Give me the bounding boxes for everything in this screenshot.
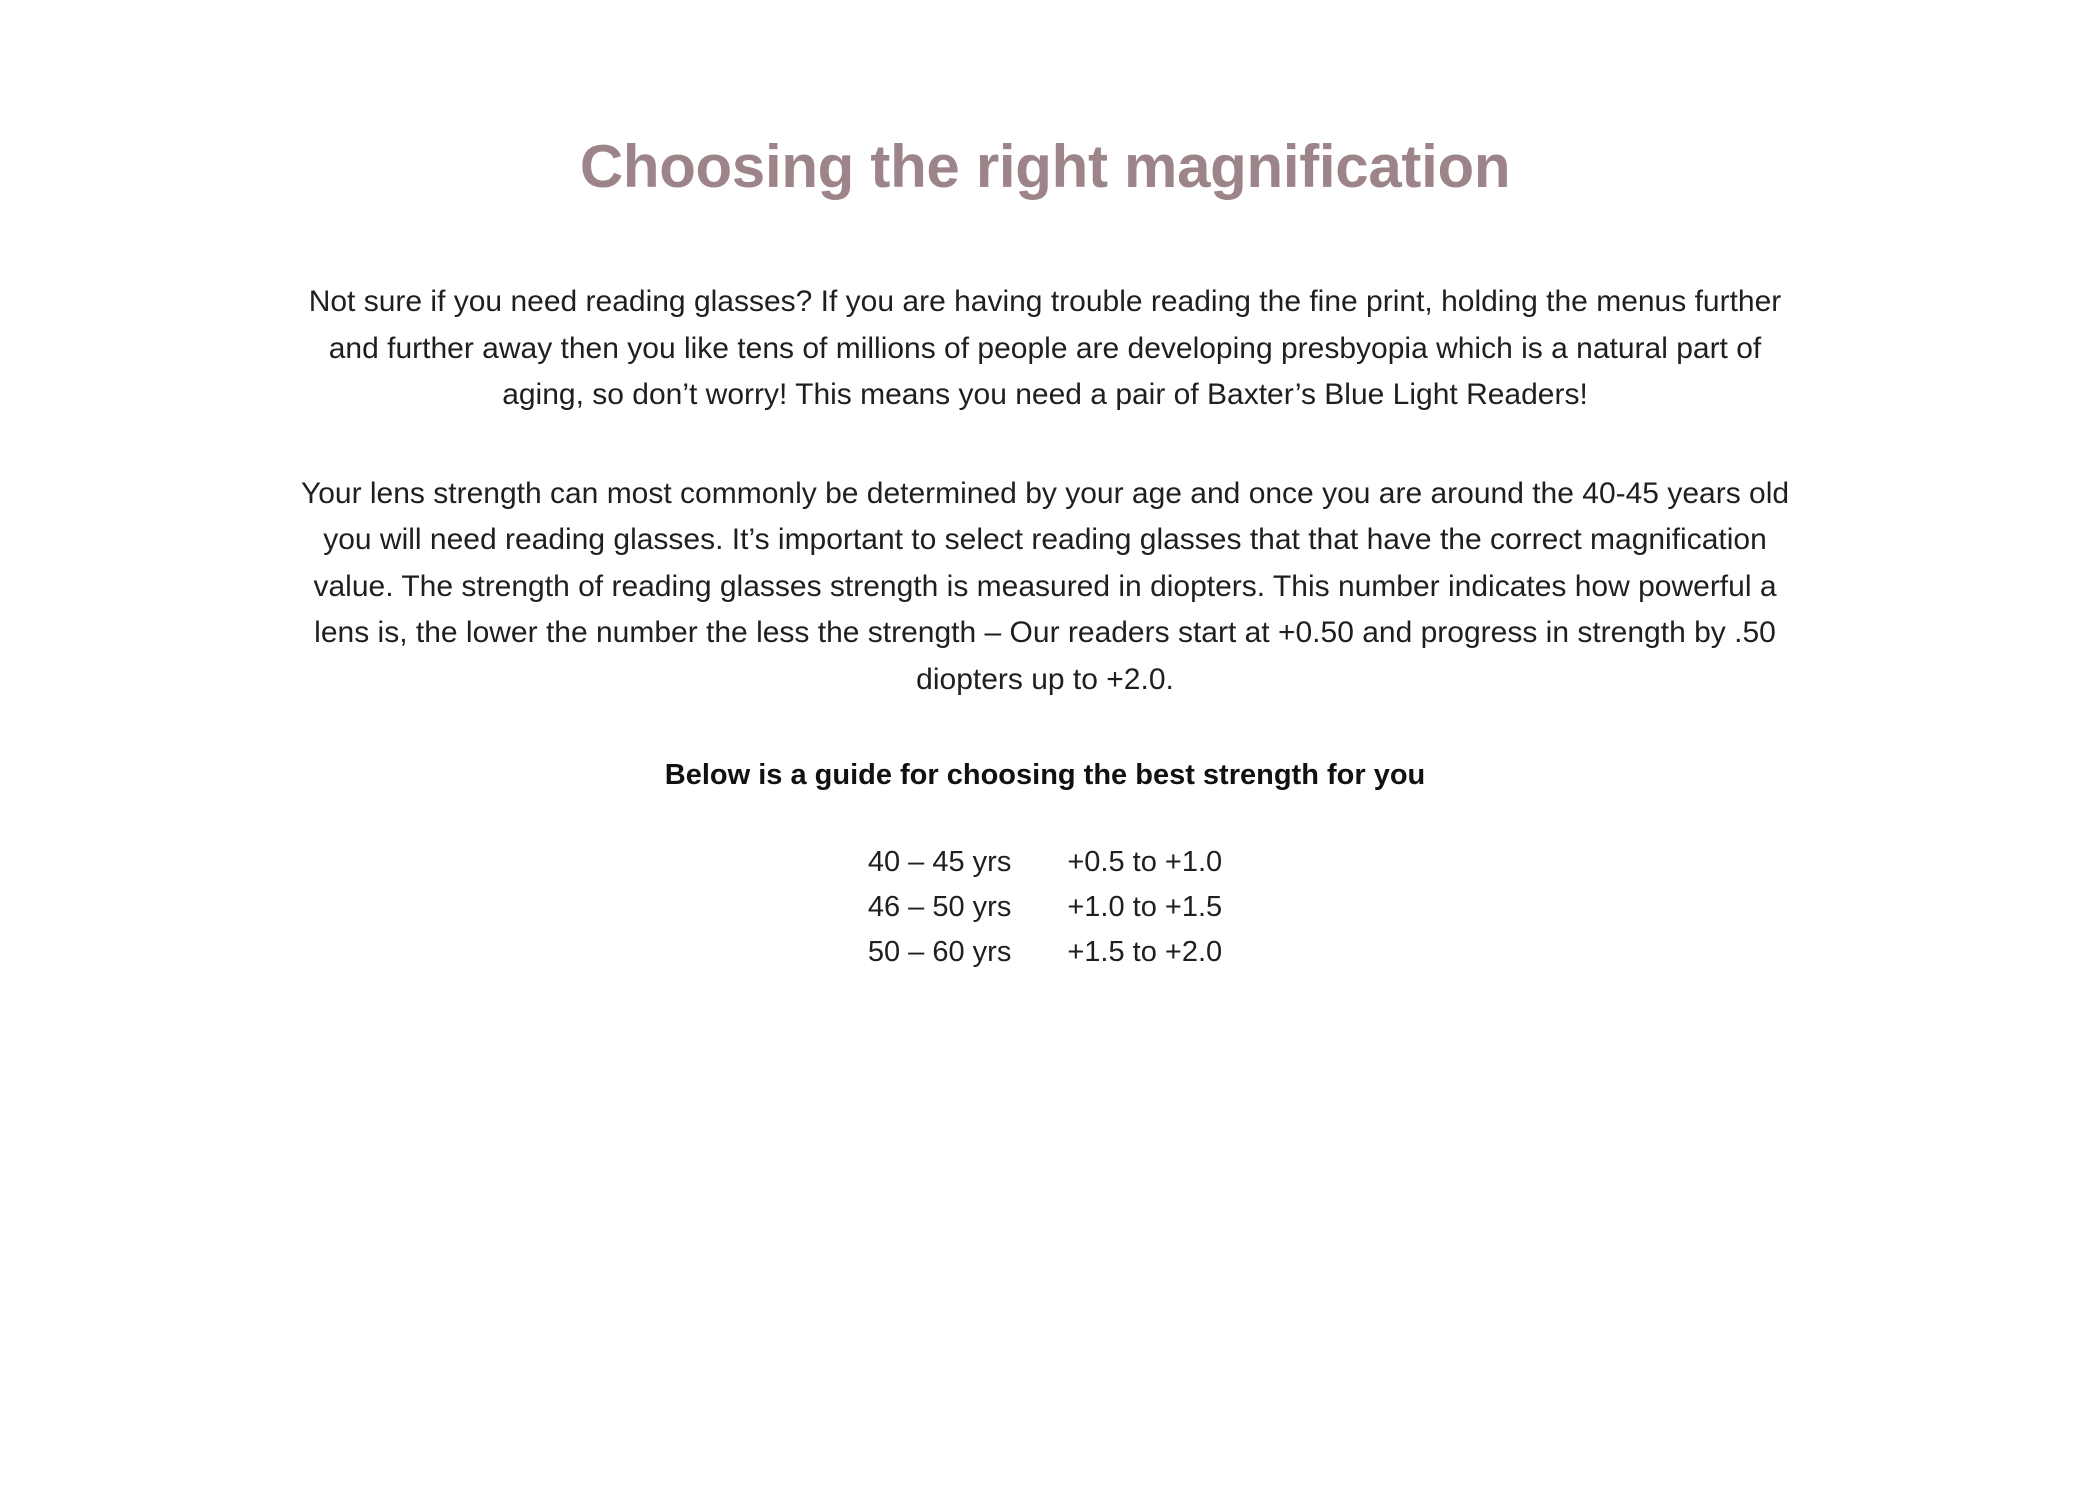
lens-strength-paragraph: Your lens strength can most commonly be determined by your age and once you are around the 40-45 years old you will need reading glasses. It’s important to select reading glasses that that have the correct magnification value. The strength of reading glasses strength is measured in diopters. This number indicates how powerful a lens is, the lower the number the less the strength – Our readers start at +0.50 and progress in strength by .50 diopters up to +2.0. <box>300 476 1790 696</box>
strength-guide-table <box>868 840 1222 975</box>
table-row <box>868 930 1222 975</box>
page-title: Choosing the right magnification <box>579 133 1511 200</box>
table-row <box>868 840 1222 885</box>
document-content <box>300 0 1790 975</box>
age-range-cell: 46 – 50 yrs <box>867 890 1012 923</box>
age-range-cell: 40 – 45 yrs <box>867 846 1012 878</box>
strength-value-cell: +1.0 to +1.5 <box>1067 890 1223 923</box>
table-row <box>868 885 1222 930</box>
strength-value-cell: +0.5 to +1.0 <box>1067 846 1223 878</box>
guide-heading: Below is a guide for choosing the best strength for you <box>664 759 1426 791</box>
intro-paragraph: Not sure if you need reading glasses? If you are having trouble reading the fine print, holding the menus further and further away then you like tens of millions of people are developing presbyopia which is a natural part of aging, so don’t worry! This means you need a pair of Baxter’s Blue Light Readers! <box>308 285 1782 411</box>
strength-value-cell: +1.5 to +2.0 <box>1067 935 1223 968</box>
age-range-cell: 50 – 60 yrs <box>867 935 1012 968</box>
